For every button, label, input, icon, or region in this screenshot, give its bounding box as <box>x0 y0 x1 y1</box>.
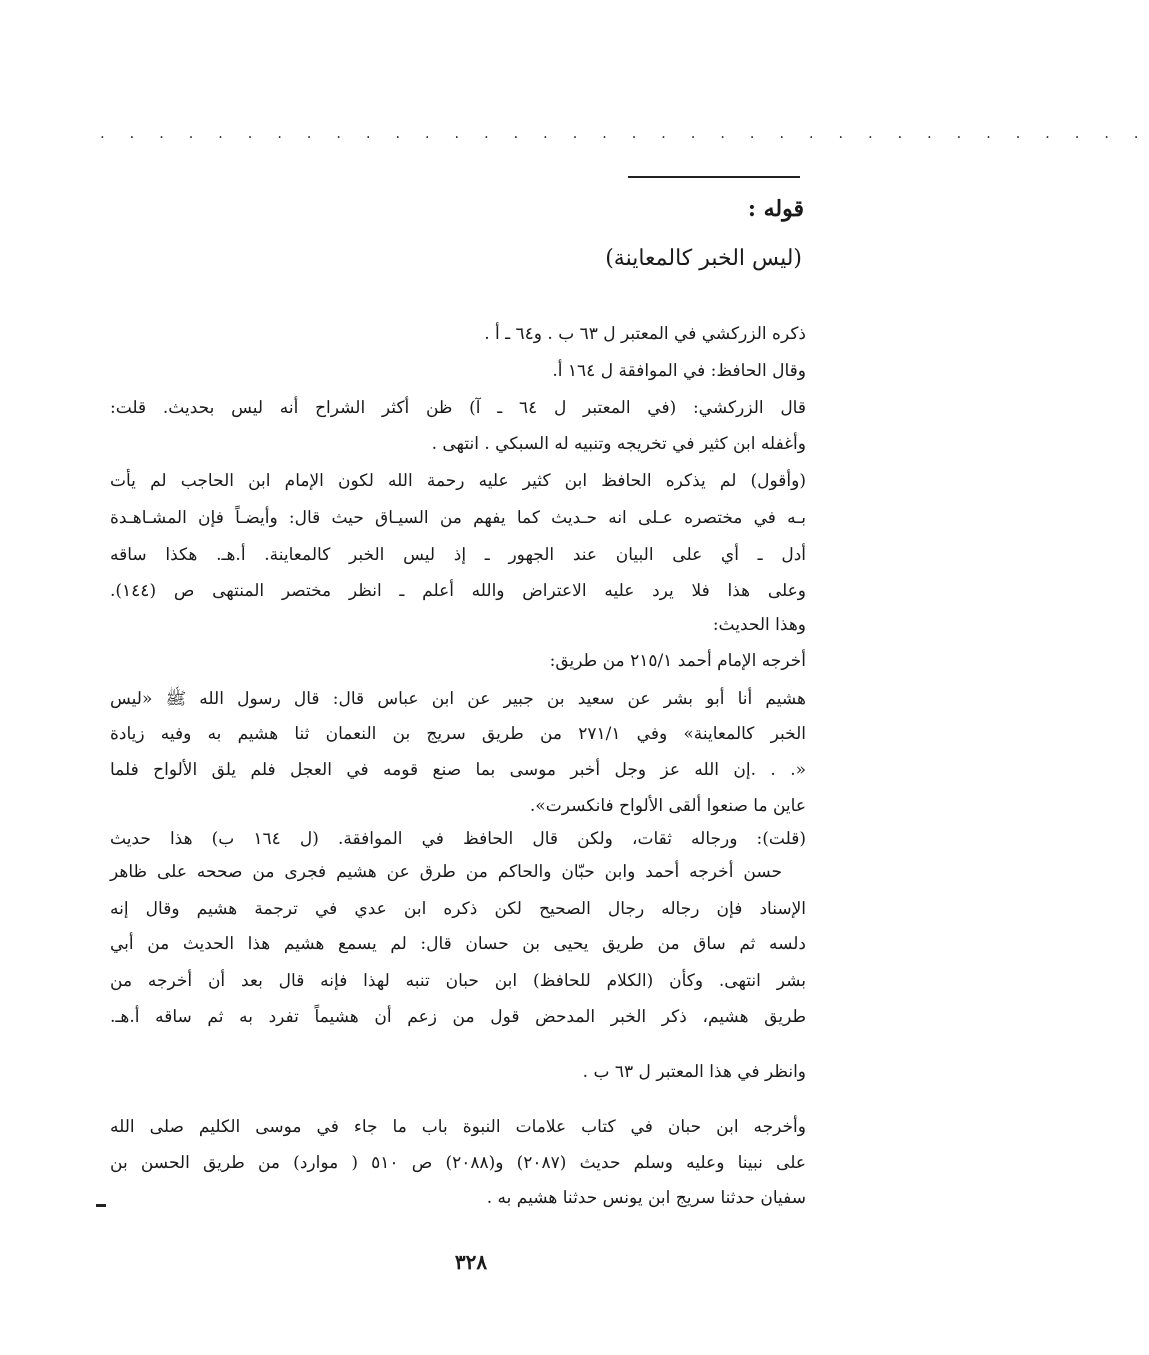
text-line-4: وأغفله ابن كثير في تخريجه وتنبيه له السبكي . انتهى . <box>431 434 806 454</box>
text-line-8: وعلى هذا فلا يرد عليه الاعتراض والله أعلم ـ انظر مختصر المنتهى ص (١٤٤). <box>110 581 806 601</box>
text-line-10: أخرجه الإمام أحمد ٢١٥/١ من طريق: <box>549 651 806 671</box>
text-line-22: وأخرجه ابن حبان في كتاب علامات النبوة باب ما جاء في موسى الكليم صلى الله <box>110 1117 806 1137</box>
text-line-18: دلسه ثم ساق من طريق يحيى بن حسان قال: لم يسمع هشيم هذا الحديث من أبي <box>110 934 806 954</box>
text-line-5: (وأقول) لم يذكره الحافظ ابن كثير عليه رحمة الله لكون الإمام ابن الحاجب لم يأت <box>110 471 806 491</box>
text-line-12: الخبر كالمعاينة» وفي ٢٧١/١ من طريق سريج بن النعمان ثنا هشيم به وفيه زيادة <box>110 724 806 744</box>
text-line-13: «. . .إن الله عز وجل أخبر موسى بما صنع قومه في العجل فلم يلق الألواح فلما <box>110 760 806 780</box>
text-line-9: وهذا الحديث: <box>712 615 806 635</box>
text-line-19: بشر انتهى. وكأن (الكلام للحافظ) ابن حبان تنبه لهذا فإنه قال بعد أن أخرجه من <box>110 971 806 991</box>
text-line-24: سفيان حدثنا سريج ابن يونس حدثنا هشيم به . <box>486 1188 806 1208</box>
text-line-23: على نبينا وعليه وسلم حديث (٢٠٨٧) و(٢٠٨٨) ص ٥١٠ ( موارد) من طريق الحسن بن <box>110 1153 806 1173</box>
page-number: ٣٢٨ <box>454 1250 488 1274</box>
text-line-7: أدل ـ أي على البيان عند الجهور ـ إذ ليس الخبر كالمعاينة. أ.هـ. هكذا ساقه <box>110 545 806 565</box>
margin-mark <box>96 1204 106 1207</box>
text-line-17: الإسناد فإن رجاله رجال الصحيح لكن ذكره ابن عدي في ترجمة هشيم وقال إنه <box>110 899 806 919</box>
text-line-6: بـه في مختصره عـلى انه حـديث كما يفهم من السيـاق حيث قال: وأيضـاً فإن المشـاهـدة <box>110 508 806 528</box>
text-line-21: وانظر في هذا المعتبر ل ٦٣ ب . <box>582 1062 806 1082</box>
text-line-1: ذكره الزركشي في المعتبر ل ٦٣ ب . و٦٤ ـ أ . <box>484 324 806 344</box>
text-line-15: (قلت): ورجاله ثقات، ولكن قال الحافظ في الموافقة. (ل ١٦٤ ب) هذا حديث <box>110 829 806 849</box>
text-line-16: حسن أخرجه أحمد وابن حبّان والحاكم من طرق عن هشيم فجرى من صححه على ظاهر <box>110 862 782 882</box>
dotted-separator: . . . . . . . . . . . . . . . . . . . . . . . . . . . . . . . . . . . . <box>100 124 1149 142</box>
text-line-3: قال الزركشي: (في المعتبر ل ٦٤ ـ آ) ظن أكثر الشراح أنه ليس بحديث. قلت: <box>110 398 806 418</box>
heading-rule <box>628 176 800 178</box>
text-line-20: طريق هشيم، ذكر الخبر المدحض قول من زعم أن هشيماً تفرد به ثم ساقه أ.هـ. <box>110 1007 806 1027</box>
hadith-title: (ليس الخبر كالمعاينة) <box>605 246 802 271</box>
section-heading: قوله : <box>747 196 804 222</box>
text-line-2: وقال الحافظ: في الموافقة ل ١٦٤ أ. <box>552 361 806 381</box>
text-line-11: هشيم أنا أبو بشر عن سعيد بن جبير عن ابن عباس قال: قال رسول الله ﷺ «ليس <box>110 689 806 709</box>
text-line-14: عاين ما صنعوا ألقى الألواح فانكسرت». <box>529 796 806 816</box>
